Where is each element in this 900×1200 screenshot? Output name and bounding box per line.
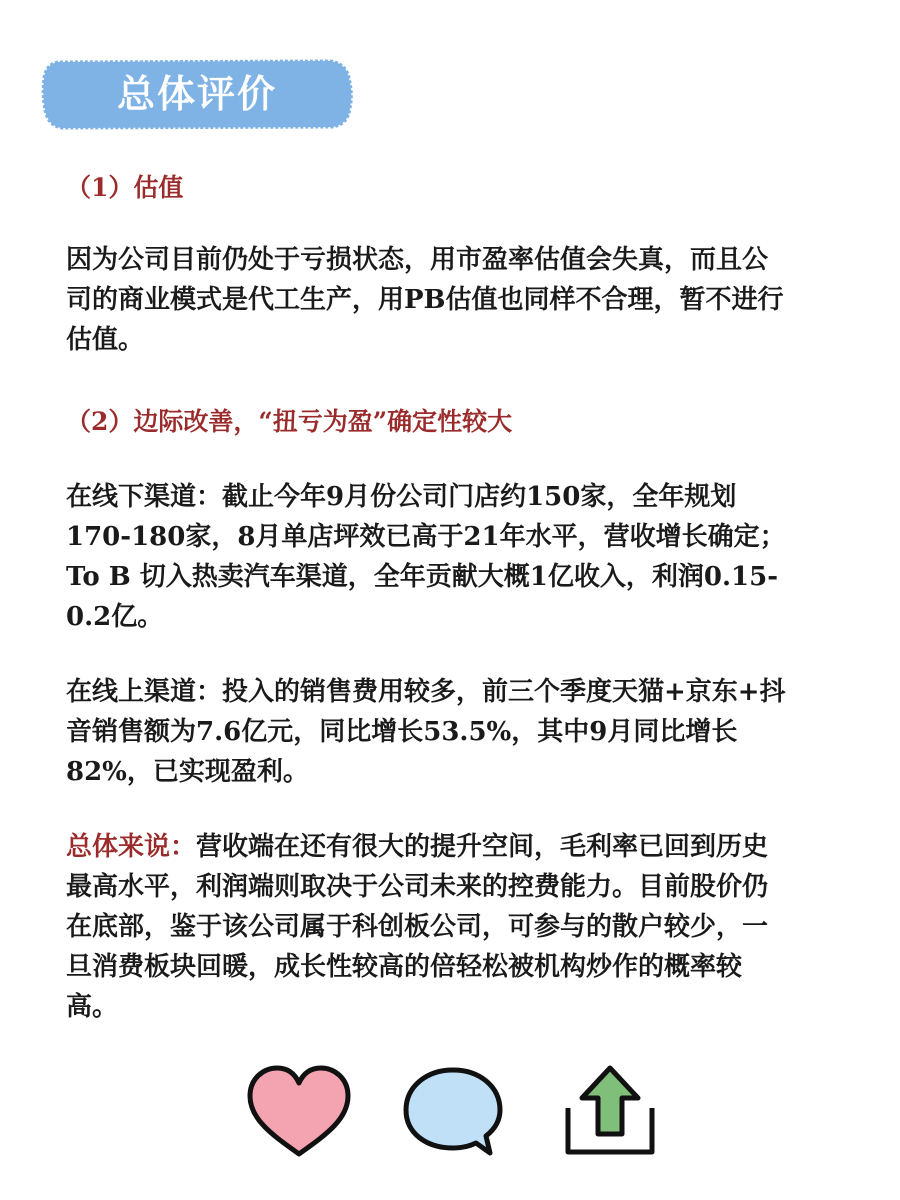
text-line: 估值。: [66, 325, 145, 355]
text-line: 音销售额为7.6亿元，同比增长53.5%，其中9月同比增长: [66, 717, 738, 747]
text-line: 82%，已实现盈利。: [66, 757, 309, 787]
text-line: 在线下渠道：截止今年9月份公司门店约150家，全年规划: [66, 482, 737, 512]
text-line: 在底部，鉴于该公司属于科创板公司，可参与的散户较少，一: [66, 912, 769, 942]
text-line: 170-180家，8月单店坪效已高于21年水平，营收增长确定；: [66, 522, 786, 552]
share-icon: [556, 1062, 666, 1162]
offline-channel-paragraph: [66, 477, 836, 637]
text-line: To B 切入热卖汽车渠道，全年贡献大概1亿收入，利润0.15-: [66, 562, 778, 592]
summary-first-line: 营收端在还有很大的提升空间，毛利率已回到历史: [196, 832, 769, 862]
text-line: 0.2亿。: [66, 602, 164, 632]
text-line: 高。: [66, 992, 119, 1022]
summary-label: 总体来说：: [66, 832, 197, 862]
text-line: 旦消费板块回暖，成长性较高的倍轻松被机构炒作的概率较: [66, 952, 743, 982]
text-line: 司的商业模式是代工生产，用PB估值也同样不合理，暂不进行: [66, 285, 784, 315]
comment-icon: [398, 1062, 508, 1162]
title-badge: [40, 54, 354, 134]
section-heading-improvement: （2）边际改善，“扭亏为盈”确定性较大: [66, 407, 513, 436]
like-button[interactable]: [244, 1062, 354, 1162]
text-line: 在线上渠道：投入的销售费用较多，前三个季度天猫+京东+抖: [66, 677, 786, 707]
comment-button[interactable]: [398, 1062, 508, 1162]
page-title: 总体评价: [116, 72, 277, 116]
text-line: 最高水平，利润端则取决于公司未来的控费能力。目前股价仍: [66, 872, 769, 902]
share-button[interactable]: [556, 1062, 666, 1162]
online-channel-paragraph: [66, 672, 836, 792]
section-heading-valuation: （1）估值: [66, 173, 184, 202]
heart-icon: [244, 1062, 354, 1162]
summary-paragraph: [66, 827, 836, 1027]
text-line: 因为公司目前仍处于亏损状态，用市盈率估值会失真，而且公: [66, 245, 769, 275]
text-line: [66, 827, 836, 867]
valuation-paragraph: [66, 240, 836, 360]
